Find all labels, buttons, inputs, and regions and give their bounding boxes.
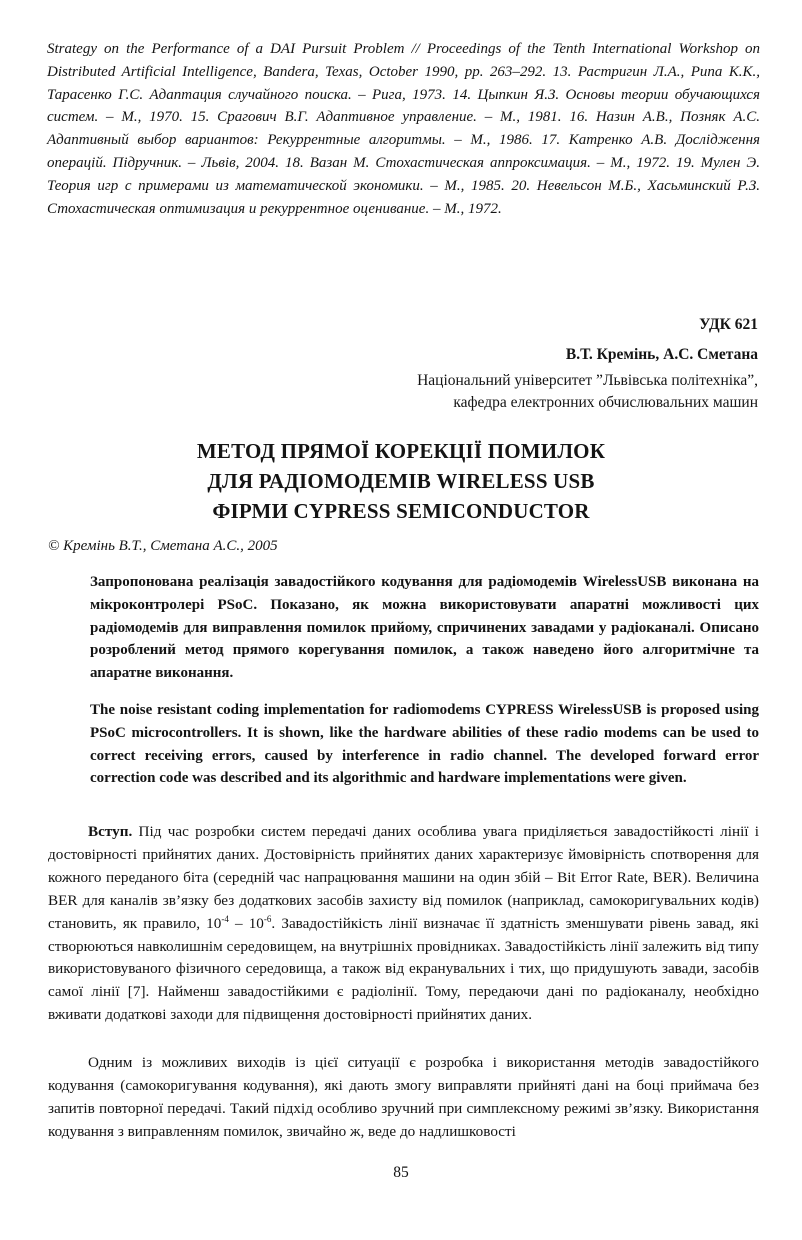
affiliation (417, 370, 758, 414)
authors: В.Т. Кремінь, А.С. Сметана (565, 346, 758, 363)
udk-code: УДК 621 (699, 316, 758, 333)
abstract-ukrainian: Запропонована реалізація завадостійкого кодування для радіомодемів WirelessUSB виконана на мікроконтролері PSoC. Показано, як можна використовувати апаратні можливості цих радіомодемів для виправлення помилок прийому, спричинених завадами у радіоканалі. Описано розроблений метод прямого корегування помилок, а також наведено його алгоритмічне та апаратне виконання. (90, 574, 759, 682)
affiliation-department: кафедра електронних обчислювальних машин (453, 394, 758, 411)
abstract-english: The noise resistant coding implementation for radiomodems CYPRESS WirelessUSB is proposed using PSoC microcontrollers. It is shown, like the hardware abilities of these radio modems can be used to correct receiving errors, caused by interference in radio channel. The developed forward error correction code was described and its algorithmic and hardware implementations were given. (90, 702, 759, 787)
title-line-2: ДЛЯ РАДІОМОДЕМІВ WIRELESS USB (207, 469, 595, 493)
title-line-3: ФІРМИ CYPRESS SEMICONDUCTOR (212, 499, 590, 523)
paper-title (0, 436, 802, 526)
exponent-1: -4 (221, 913, 229, 924)
introduction-paragraph (48, 821, 759, 1027)
intro-text-b: . Завадостійкість лінії визначає її здатність зменшувати рівень завад, які створюються навколишнім середовищем, на внутрішніх провідниках. Завадостійкість лінії залежить від типу використовуваного фізичного середовища, а також від екранувальних і тих, що придушують завади, засобів самої лінії [7]. Найменш завадостійкими є радіолінії. Тому, передаючи дані по радіоканалу, необхідно вживати додаткові заходи для підвищення достовірності прийнятих даних. (48, 914, 760, 1024)
intro-dash: – 10 (228, 914, 264, 932)
title-line-1: МЕТОД ПРЯМОЇ КОРЕКЦІЇ ПОМИЛОК (196, 439, 606, 463)
copyright: © Кремінь В.Т., Сметана А.С., 2005 (48, 538, 278, 554)
affiliation-university: Національний університет ”Львівська політехніка”, (417, 372, 758, 389)
body-paragraph-2: Одним із можливих виходів із цієї ситуації є розробка і використання методів завадостійкого кодування (самокоригування кодування), які дають змогу виправляти прийняті дані на боці приймача без запитів повторної передачі. Такий підхід особливо зручний при симплексному режимі зв’язку. Використання кодування з виправленням помилок, звичайно ж, веде до надлишковості (48, 1054, 759, 1140)
intro-text-a: Під час розробки систем передачі даних особлива увага приділяється завадостійкості лінії і достовірності прийнятих даних. Достовірність прийнятих даних характеризує ймовірність спотворення для кожного переданого біта (середній час напрацювання машини на один збій – Bit Error Rate, BER). Величина BER для каналів зв’язку без додаткових засобів захисту від помилок (наприклад, самокоригувальних кодів) становить, як правило, 10 (48, 823, 759, 932)
page-number: 85 (393, 1164, 409, 1181)
exponent-2: -6 (263, 913, 272, 924)
intro-lead: Вступ. (88, 823, 133, 840)
references-continued: Strategy on the Performance of a DAI Pursuit Problem // Proceedings of the Tenth International Workshop on Distributed Artificial Intelligence, Bandera, Texas, October 1990, pp. 263–292. 13. Растригин Л.А., Рипа К.К., Тарасенко Г.С. Адаптация случайного поиска. – Рига, 1973. 14. Цыпкин Я.З. Основы теории обучающихся систем. – М., 1970. 15. Срагович В.Г. Адаптивное управление. – М., 1981. 16. Назин А.В., Позняк А.С. Адаптивный выбор вариантов: Рекуррентные алгоритмы. – М., 1986. 17. Катренко А.В. Дослідження операцій. Підручник. – Львів, 2004. 18. Вазан М. Стохастическая аппроксимация. – М., 1972. 19. Мулен Э. Теория игр с примерами из математической экономики. – М., 1985. 20. Невельсон М.Б., Хасьминский Р.З. Стохастическая оптимизация и рекуррентное оценивание. – М., 1972. (47, 41, 760, 217)
